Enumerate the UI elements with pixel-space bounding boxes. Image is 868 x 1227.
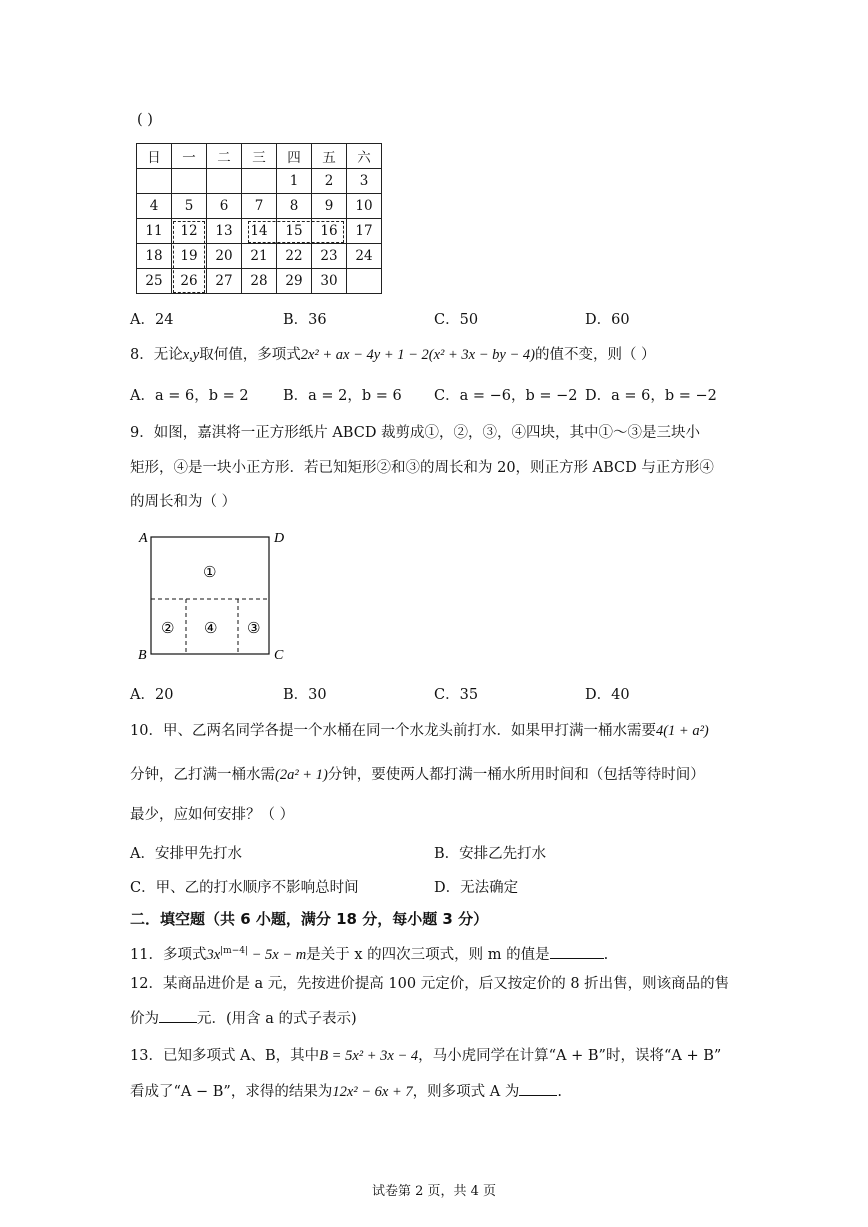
region-3-label: ③ [247, 619, 261, 637]
q8-vars: x,y [182, 347, 200, 363]
q8-option-c: C．a = −6，b = −2 [434, 388, 578, 404]
q11-expr-rest: − 5x − m [248, 946, 307, 963]
horizontal-dashed-selection [248, 221, 344, 243]
calendar-row [137, 169, 382, 194]
q7-option-d: D．60 [585, 312, 630, 328]
calendar-cell: 13 [207, 219, 242, 244]
calendar-cell: 24 [347, 244, 382, 269]
q13-line-2 [130, 1080, 562, 1104]
q10-text-2b: 分钟，要使两人都打满一桶水所用时间和（包括等待时间） [327, 767, 705, 783]
q10-expr-2: (2a² + 1) [275, 767, 328, 783]
calendar-cell [347, 269, 382, 294]
q13-text-2b: ，则多项式 A 为 [412, 1084, 520, 1100]
q12-line-2 [130, 1007, 357, 1031]
q11-text-c: 是关于 x 的四次三项式，则 m 的值是 [306, 946, 550, 963]
q13-text-1a: 13．已知多项式 A、B，其中 [130, 1048, 320, 1064]
q12-line-1: 12．某商品进价是 a 元，先按进价提高 100 元定价，后又按定价的 8 折出售，则该商品的售 [130, 976, 730, 992]
calendar-cell: 12 [172, 219, 207, 244]
q8-option-b: B．a = 2，b = 6 [283, 388, 402, 404]
q13-expr-1: B = 5x² + 3x − 4 [319, 1048, 419, 1064]
q9-line-3: 的周长和为（ ） [130, 494, 237, 510]
region-4-label: ④ [204, 619, 218, 637]
calendar-cell: 15 [277, 219, 312, 244]
calendar-cell: 21 [242, 244, 277, 269]
calendar-cell: 2 [312, 169, 347, 194]
q10-text-2a: 分钟，乙打满一桶水需 [130, 767, 275, 783]
q13-text-2a: 看成了“A − B”，求得的结果为 [130, 1084, 333, 1100]
q7-option-c: C．50 [434, 312, 479, 328]
q10-line-3: 最少，应如何安排？（ ） [130, 807, 295, 823]
q12-answer-blank[interactable] [159, 1008, 197, 1023]
calendar-cell [172, 169, 207, 194]
q13-expr-2: 12x² − 6x + 7 [332, 1084, 413, 1100]
q10-expr-1: 4(1 + a²) [655, 723, 709, 739]
calendar-cell: 10 [347, 194, 382, 219]
calendar-header-cell: 六 [347, 144, 382, 169]
q9-option-a: A．20 [130, 687, 174, 703]
q8-text-c: 的值不变，则（ ） [534, 347, 656, 363]
calendar-header-cell: 三 [242, 144, 277, 169]
q8-text-a: 8．无论 [130, 347, 183, 363]
q9-line-1: 9．如图，嘉淇将一正方形纸片 ABCD 裁剪成①，②，③，④四块，其中①～③是三块小 [130, 425, 701, 441]
calendar-cell [137, 169, 172, 194]
calendar-cell: 23 [312, 244, 347, 269]
q12-text-2b: 元．(用含 a 的式子表示) [197, 1011, 357, 1027]
label-a: A [139, 531, 148, 546]
q10-line-1 [130, 719, 709, 743]
calendar-cell: 29 [277, 269, 312, 294]
q13-answer-blank[interactable] [519, 1081, 557, 1096]
calendar-cell: 1 [277, 169, 312, 194]
section-2-heading: 二．填空题（共 6 小题，满分 18 分，每小题 3 分） [130, 910, 489, 928]
page-footer: 试卷第 2 页，共 4 页 [371, 1184, 497, 1199]
calendar-header-cell: 一 [172, 144, 207, 169]
q11-expr: 3x [206, 946, 221, 963]
square-abcd-diagram [130, 528, 300, 668]
calendar-cell: 30 [312, 269, 347, 294]
calendar-cell: 5 [172, 194, 207, 219]
calendar-cell: 22 [277, 244, 312, 269]
label-d: D [274, 531, 285, 546]
calendar-header-cell: 二 [207, 144, 242, 169]
q8-text-b: 取何值，多项式 [199, 347, 301, 363]
q11-end: . [603, 946, 609, 963]
calendar-cell: 4 [137, 194, 172, 219]
label-b: B [138, 648, 147, 663]
calendar-cell [207, 169, 242, 194]
calendar-cell: 25 [137, 269, 172, 294]
calendar-row [137, 194, 382, 219]
q13-end: . [557, 1084, 562, 1100]
q9-line-2: 矩形，④是一块小正方形．若已知矩形②和③的周长和为 20，则正方形 ABCD 与正方形④ [130, 460, 714, 476]
square-diagram-svg [130, 528, 300, 668]
q10-option-b: B．安排乙先打水 [434, 846, 547, 862]
q7-option-a: A．24 [130, 312, 174, 328]
q8-option-d: D．a = 6，b = −2 [585, 388, 717, 404]
calendar-cell: 20 [207, 244, 242, 269]
calendar-cell: 16 [312, 219, 347, 244]
calendar-header-cell: 日 [137, 144, 172, 169]
calendar-cell: 19 [172, 244, 207, 269]
vertical-dashed-selection [173, 221, 205, 293]
q10-option-a: A．安排甲先打水 [130, 846, 242, 862]
calendar-header-row [137, 144, 382, 169]
calendar-header-cell: 四 [277, 144, 312, 169]
q9-option-b: B．30 [283, 687, 327, 703]
calendar-header-cell: 五 [312, 144, 347, 169]
q9-option-c: C．35 [434, 687, 479, 703]
q11-question [130, 939, 608, 967]
calendar-cell: 7 [242, 194, 277, 219]
calendar-cell: 26 [172, 269, 207, 294]
q8-question [130, 343, 656, 367]
q11-text-a: 11．多项式 [130, 946, 207, 963]
region-2-label: ② [161, 619, 175, 637]
calendar-cell: 9 [312, 194, 347, 219]
q8-polynomial: 2x² + ax − 4y + 1 − 2(x² + 3x − by − 4) [300, 347, 535, 363]
calendar-cell: 3 [347, 169, 382, 194]
calendar-cell: 8 [277, 194, 312, 219]
region-1-label: ① [203, 563, 217, 581]
q13-line-1 [130, 1044, 721, 1068]
q8-option-a: A．a = 6，b = 2 [130, 388, 249, 404]
q11-answer-blank[interactable] [550, 944, 604, 959]
q7-option-b: B．36 [283, 312, 327, 328]
q10-line-2 [130, 763, 705, 787]
label-c: C [274, 648, 284, 663]
q12-text-2a: 价为 [130, 1011, 159, 1027]
q11-exponent: |m−4| [220, 946, 249, 956]
calendar-cell: 14 [242, 219, 277, 244]
answer-parenthesis: ( ) [137, 112, 153, 128]
calendar-cell: 28 [242, 269, 277, 294]
q10-text-1: 10．甲、乙两名同学各提一个水桶在同一个水龙头前打水．如果甲打满一桶水需要 [130, 723, 656, 739]
calendar-cell: 17 [347, 219, 382, 244]
calendar-cell: 18 [137, 244, 172, 269]
calendar-cell: 11 [137, 219, 172, 244]
q13-text-1b: ，马小虎同学在计算“A + B”时，误将“A + B” [418, 1048, 722, 1064]
calendar-cell: 27 [207, 269, 242, 294]
q9-option-d: D．40 [585, 687, 630, 703]
q10-option-c: C．甲、乙的打水顺序不影响总时间 [130, 880, 359, 896]
calendar-cell: 6 [207, 194, 242, 219]
q10-option-d: D．无法确定 [434, 880, 519, 896]
calendar-cell [242, 169, 277, 194]
